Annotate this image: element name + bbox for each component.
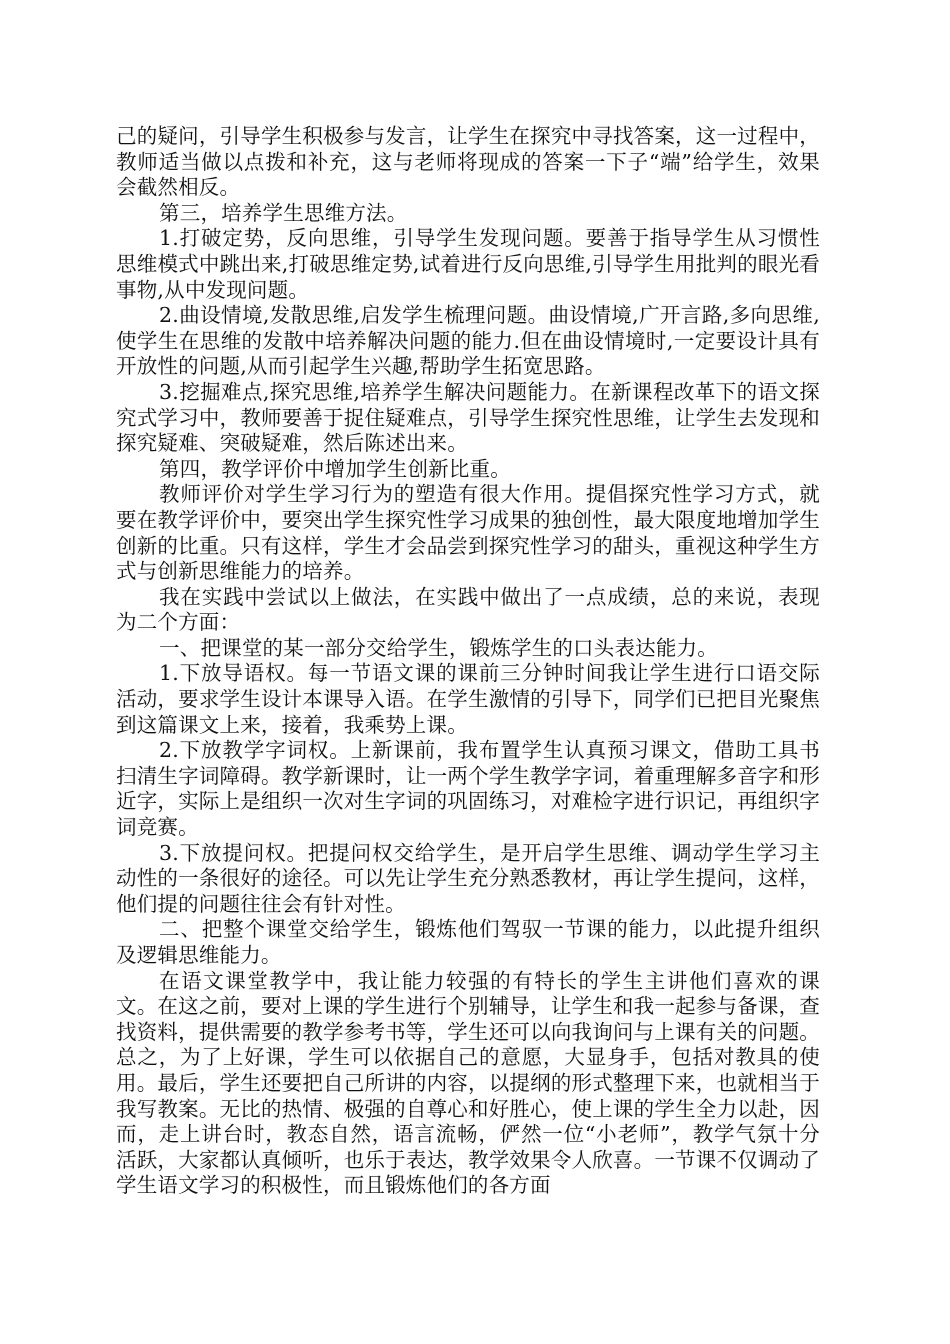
paragraph: 2.曲设情境,发散思维,启发学生梳理问题。曲设情境,广开言路,多向思维,使学生在思维的发散中培养解决问题的能力.但在曲设情境时,一定要设计具有开放性的问题,从而引起学生兴趣,帮助学生拓宽思路。 bbox=[116, 303, 820, 379]
section-heading: 二、把整个课堂交给学生，锻炼他们驾驭一节课的能力，以此提升组织及逻辑思维能力。 bbox=[116, 917, 820, 967]
section-heading: 第三，培养学生思维方法。 bbox=[159, 200, 408, 225]
paragraph: 1.下放导语权。每一节语文课的课前三分钟时间我让学生进行口语交际活动，要求学生设计本课导入语。在学生激情的引导下，同学们已把目光聚焦到这篇课文上来，接着，我乘势上课。 bbox=[116, 661, 820, 737]
paragraph: 3.挖掘难点,探究思维,培养学生解决问题能力。在新课程改革下的语文探究式学习中，教师要善于捉住疑难点，引导学生探究性思维，让学生去发现和探究疑难、突破疑难，然后陈述出来。 bbox=[116, 379, 820, 456]
paragraph: 2.下放教学字词权。上新课前，我布置学生认真预习课文，借助工具书扫清生字词障碍。教学新课时，让一两个学生教学字词，着重理解多音字和形近字，实际上是组织一次对生字词的巩固练习，对难检字进行识记，再组织字词竞赛。 bbox=[116, 738, 820, 840]
section-heading: 第四，教学评价中增加学生创新比重。 bbox=[159, 456, 511, 481]
paragraph: 己的疑问，引导学生积极参与发言，让学生在探究中寻找答案，这一过程中，教师适当做以点拨和补充，这与老师将现成的答案一下子“端”给学生，效果会截然相反。 bbox=[116, 124, 820, 200]
document-body bbox=[116, 124, 820, 1199]
paragraph: 我在实践中尝试以上做法，在实践中做出了一点成绩，总的来说，表现为二个方面： bbox=[116, 584, 820, 635]
paragraph: 教师评价对学生学习行为的塑造有很大作用。提倡探究性学习方式，就要在教学评价中，要突出学生探究性学习成果的独创性，最大限度地增加学生创新的比重。只有这样，学生才会品尝到探究性学习的甜头，重视这种学生方式与创新思维能力的培养。 bbox=[116, 482, 820, 584]
paragraph: 1.打破定势，反向思维，引导学生发现问题。要善于指导学生从习惯性思维模式中跳出来,打破思维定势,试着进行反向思维,引导学生用批判的眼光看事物,从中发现问题。 bbox=[116, 226, 820, 302]
section-heading: 一、把课堂的某一部分交给学生，锻炼学生的口头表达能力。 bbox=[159, 635, 718, 660]
paragraph: 3.下放提问权。把提问权交给学生，是开启学生思维、调动学生学习主动性的一条很好的途径。可以先让学生充分熟悉教材，再让学生提问，这样，他们提的问题往往会有针对性。 bbox=[116, 840, 820, 916]
paragraph: 在语文课堂教学中，我让能力较强的有特长的学生主讲他们喜欢的课文。在这之前，要对上课的学生进行个别辅导，让学生和我一起参与备课，查找资料，提供需要的教学参考书等，学生还可以向我询问与上课有关的问题。总之，为了上好课，学生可以依据自己的意愿，大显身手，包括对教具的使用。最后，学生还要把自己所讲的内容，以提纲的形式整理下来，也就相当于我写教案。无比的热情、极强的自尊心和好胜心，使上课的学生全力以赴，因而，走上讲台时，教态自然，语言流畅，俨然一位“小老师”，教学气氛十分活跃，大家都认真倾听，也乐于表达，教学效果令人欣喜。一节课不仅调动了学生语文学习的积极性，而且锻炼他们的各方面 bbox=[116, 968, 820, 1198]
